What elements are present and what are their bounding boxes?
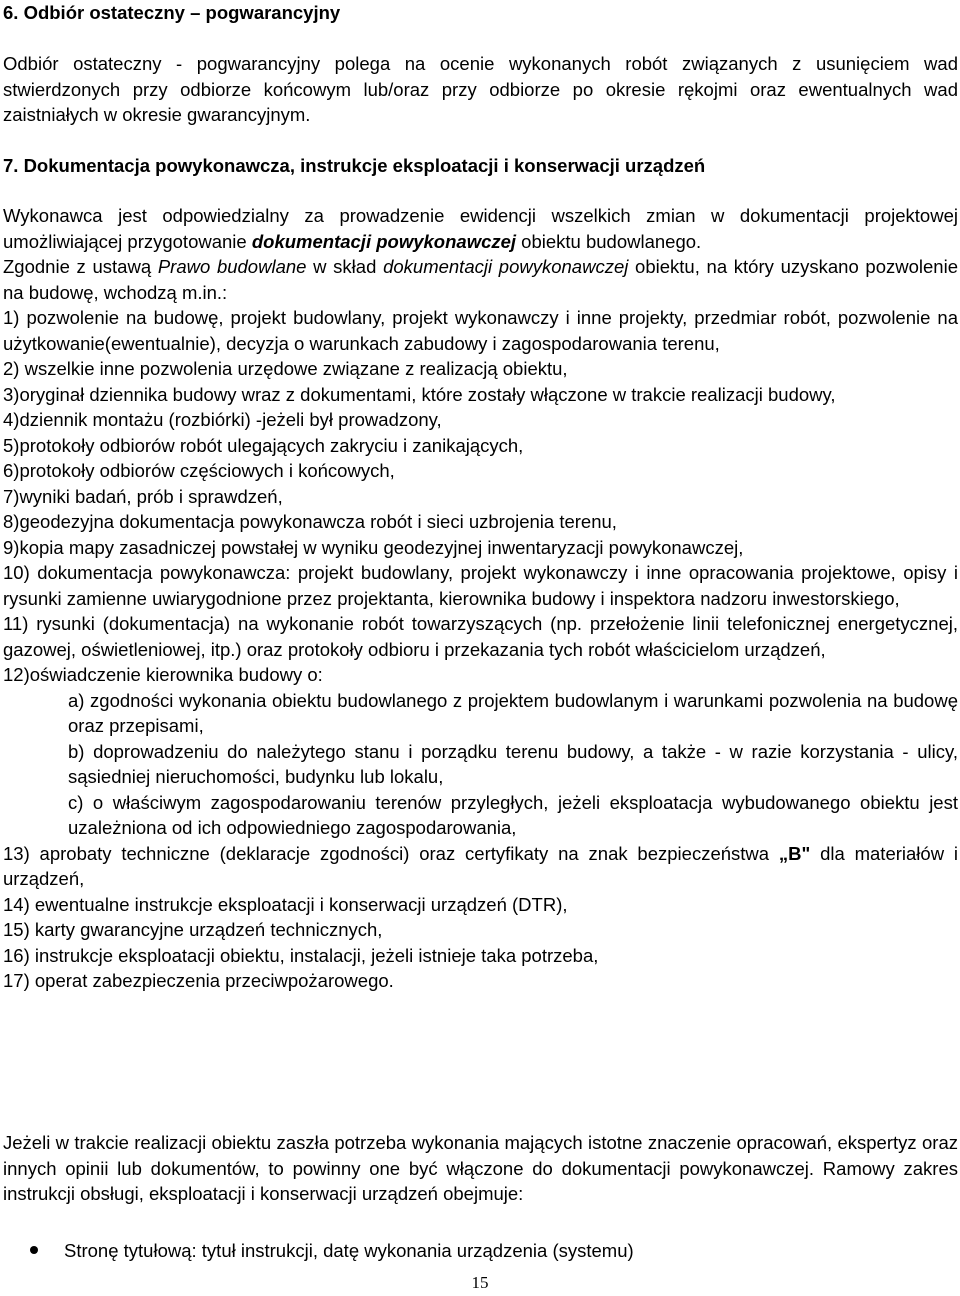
bullet-text: Stronę tytułową: tytuł instrukcji, datę wykonania urządzenia (systemu)	[64, 1240, 634, 1261]
list-item: 2) wszelkie inne pozwolenia urzędowe związane z realizacją obiektu,	[3, 358, 568, 379]
section-6-paragraph: Odbiór ostateczny - pogwarancyjny polega na ocenie wykonanych robót związanych z usunięciem wad stwierdzonych przy odbiorze końcowym lub/oraz przy odbiorze po okresie rękojmi oraz ewentualnych wad zaistniałych w okresie gwarancyjnym.	[3, 53, 958, 125]
list-item: 5)protokoły odbiorów robót ulegających zakryciu i zanikających,	[3, 434, 524, 456]
list-item: 16) instrukcje eksploatacji obiektu, instalacji, jeżeli istnieje taka potrzeba,	[3, 944, 599, 966]
bullet-item	[30, 1238, 634, 1264]
sub-list-item: c) o właściwym zagospodarowaniu terenów przyległych, jeżeli eksploatacja wybudowanego obiektu jest uzależniona od ich odpowiedniego zagospodarowania,	[68, 791, 958, 838]
list-item: 14) ewentualne instrukcje eksploatacji i konserwacji urządzeń (DTR),	[3, 893, 568, 915]
list-item: 12)oświadczenie kierownika budowy o:	[3, 664, 323, 685]
list-item: 15) karty gwarancyjne urządzeń technicznych,	[3, 919, 383, 940]
intro-emphasis: dokumentacji powykonawczej	[251, 230, 517, 252]
list-item: 4)dziennik montażu (rozbiórki) -jeżeli był prowadzony,	[3, 409, 442, 430]
intro2-text-mid: w skład	[306, 256, 384, 277]
intro2-emphasis: dokumentacji powykonawczej	[383, 256, 629, 277]
intro-paragraph	[3, 203, 958, 254]
list-item: 11) rysunki (dokumentacja) na wykonanie robót towarzyszących (np. przełożenie linii telefonicznej energetycznej, gazowej, oświetleniowej, itp.) oraz protokoły odbioru i przekazania tych robót właścicielom urządzeń,	[3, 613, 958, 660]
list-item: 6)protokoły odbiorów częściowych i końcowych,	[3, 460, 395, 481]
list-item-13	[3, 841, 958, 892]
item13-text-end: dla materiałów i urządzeń,	[3, 842, 958, 889]
list-item: 3)oryginał dziennika budowy wraz z dokumentami, które zostały włączone w trakcie realizacji budowy,	[3, 383, 836, 405]
sub-list-item: a) zgodności wykonania obiektu budowlanego z projektem budowlanym i warunkami pozwolenia na budowę oraz przepisami,	[68, 689, 958, 736]
intro-text: Wykonawca jest odpowiedzialny za prowadzenie ewidencji wszelkich zmian w dokumentacji projektowej umożliwiającej przygotowanie	[3, 205, 958, 252]
section-7-heading: 7. Dokumentacja powykonawcza, instrukcje eksploatacji i konserwacji urządzeń	[3, 155, 706, 176]
section-7-body	[3, 203, 958, 994]
item13-text: 13) aprobaty techniczne (deklaracje zgodności) oraz certyfikaty na znak bezpieczeństwa	[3, 842, 779, 864]
intro2-law-name: Prawo budowlane	[157, 256, 307, 277]
list-item: 7)wyniki badań, prób i sprawdzeń,	[3, 485, 283, 507]
list-item: 1) pozwolenie na budowę, projekt budowlany, projekt wykonawczy i inne projekty, przedmiar robót, pozwolenie na użytkowanie(ewentualnie), decyzja o warunkach zabudowy i zagospodarowania terenu,	[3, 307, 958, 354]
section-6-heading: 6. Odbiór ostateczny – pogwarancyjny	[3, 2, 341, 23]
list-item: 10) dokumentacja powykonawcza: projekt budowlany, projekt wykonawczy i inne opracowania projektowe, opisy i rysunki zamienne uwiarygodnione przez projektanta, kierownika budowy i inspektora nadzoru inwestorskiego,	[3, 562, 958, 609]
intro2-text: Zgodnie z ustawą	[3, 256, 158, 277]
page-number: 15	[471, 1273, 489, 1292]
intro2-text-end: obiektu, na który uzyskano pozwolenie na budowę, wchodzą m.in.:	[3, 256, 958, 303]
list-item: 17) operat zabezpieczenia przeciwpożarowego.	[3, 970, 394, 991]
intro2-paragraph	[3, 254, 958, 305]
list-item: 9)kopia mapy zasadniczej powstałej w wyniku geodezyjnej inwentaryzacji powykonawczej,	[3, 536, 744, 558]
list-item: 8)geodezyjna dokumentacja powykonawcza robót i sieci uzbrojenia terenu,	[3, 511, 617, 532]
intro-text-end: obiektu budowlanego.	[516, 230, 702, 252]
sub-list-item: b) doprowadzeniu do należytego stanu i porządku terenu budowy, a także - w razie korzystania - ulicy, sąsiedniej nieruchomości, budynku lub lokalu,	[68, 740, 958, 787]
item13-mark: „B"	[778, 842, 811, 864]
closing-paragraph: Jeżeli w trakcie realizacji obiektu zaszła potrzeba wykonania mających istotne znaczenie opracowań, ekspertyz oraz innych opinii lub dokumentów, to powinny one być włączone do dokumentacji powykonawczej. Ramowy zakres instrukcji obsługi, eksploatacji i konserwacji urządzeń obejmuje:	[3, 1132, 958, 1204]
bullet-dot-icon	[30, 1246, 38, 1254]
